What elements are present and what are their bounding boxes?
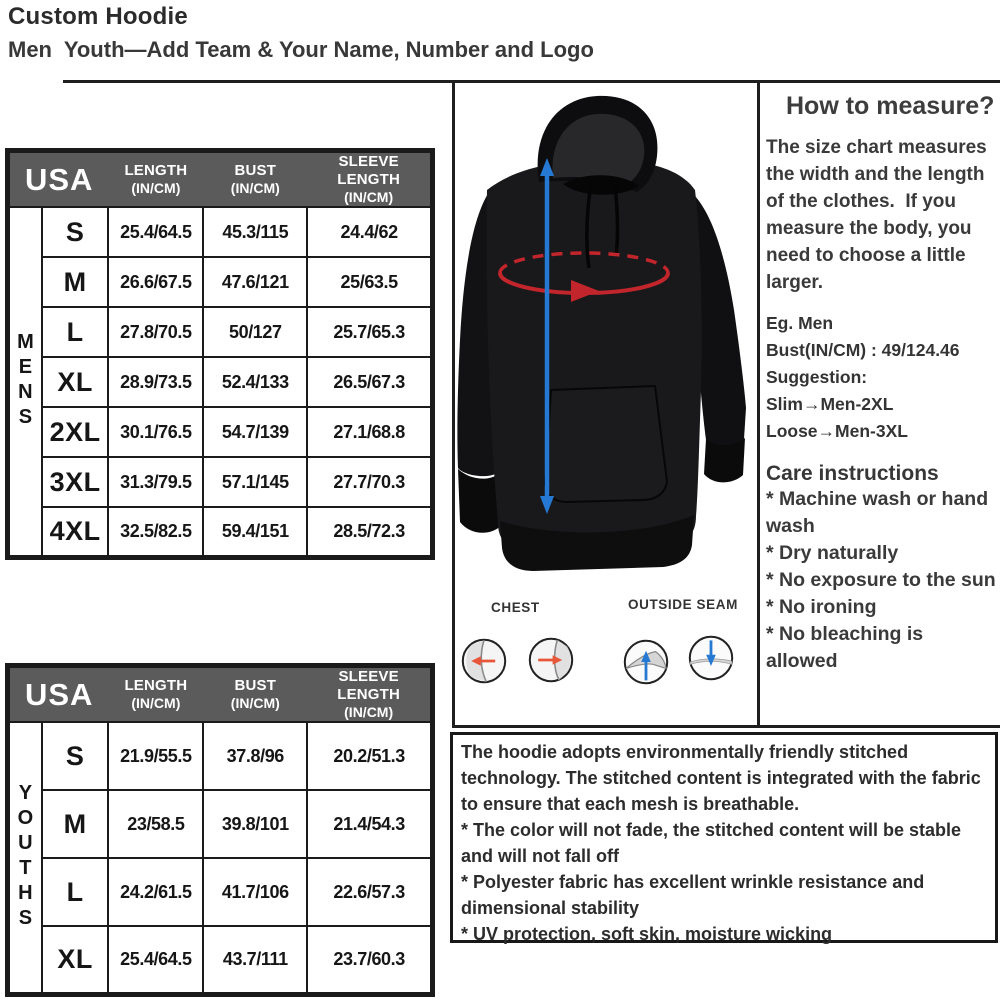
size-cell: S <box>42 207 109 257</box>
bust-cell: 39.8/101 <box>203 790 307 858</box>
youths-bust-header <box>203 666 307 723</box>
length-cell: 25.4/64.5 <box>108 207 203 257</box>
care-item: * No ironing <box>766 596 877 618</box>
care-item: * Machine wash or hand wash <box>766 488 989 537</box>
column-unit: (IN/CM) <box>230 695 280 711</box>
length-cell: 30.1/76.5 <box>108 407 203 457</box>
example-line: Loose→Men-3XL <box>766 421 908 441</box>
mens-size-chart <box>5 148 435 560</box>
sleeve-cell: 26.5/67.3 <box>307 357 432 407</box>
column-label: LENGTH <box>124 677 188 694</box>
table-row <box>8 407 433 457</box>
bottom-section-divider <box>452 725 1000 728</box>
size-cell: XL <box>42 926 109 994</box>
fabric-info-paragraph: The hoodie adopts environmentally friendly stitched technology. The stitched content is integrated with the fabric to ensure that each mesh is breathable. <box>461 742 981 814</box>
bust-cell: 45.3/115 <box>203 207 307 257</box>
sleeve-cell: 27.1/68.8 <box>307 407 432 457</box>
table-row <box>8 926 433 994</box>
column-unit: (IN/CM) <box>344 704 394 720</box>
mens-group-label: MENS <box>14 331 37 432</box>
bust-cell: 57.1/145 <box>203 457 307 507</box>
column-label: BUST <box>234 162 277 179</box>
chest-arrow-right-icon <box>527 636 575 684</box>
table-row <box>8 207 433 257</box>
how-to-measure-panel <box>766 92 997 675</box>
column-label: SLEEVE LENGTH <box>337 668 401 703</box>
length-cell: 21.9/55.5 <box>108 722 203 790</box>
mens-length-header <box>108 151 203 208</box>
fabric-info-box <box>450 732 998 943</box>
fabric-info-paragraph: * The color will not fade, the stitched content will be stable and will not fall off <box>461 820 962 866</box>
right-panel-divider <box>757 80 760 728</box>
length-cell: 32.5/82.5 <box>108 507 203 557</box>
bust-cell: 47.6/121 <box>203 257 307 307</box>
column-label: SLEEVE LENGTH <box>337 153 401 188</box>
care-item: * No bleaching is allowed <box>766 623 924 672</box>
sleeve-cell: 27.7/70.3 <box>307 457 432 507</box>
care-item: * Dry naturally <box>766 542 899 564</box>
size-cell: L <box>42 307 109 357</box>
bust-cell: 43.7/111 <box>203 926 307 994</box>
size-suggestion-block <box>766 310 997 445</box>
sleeve-cell: 28.5/72.3 <box>307 507 432 557</box>
measure-body-text: The size chart measures the width and the length of the clothes. If you measure the body, you need to choose a little larger. <box>766 137 992 293</box>
length-cell: 31.3/79.5 <box>108 457 203 507</box>
column-unit: (IN/CM) <box>131 180 181 196</box>
mens-group-cell <box>8 207 42 557</box>
youths-chart-header-row <box>8 666 433 723</box>
size-cell: M <box>42 257 109 307</box>
length-cell: 27.8/70.5 <box>108 307 203 357</box>
size-cell: M <box>42 790 109 858</box>
column-unit: (IN/CM) <box>131 695 181 711</box>
table-row <box>8 357 433 407</box>
care-item: * No exposure to the sun <box>766 569 996 591</box>
page-title: Custom Hoodie <box>8 3 188 30</box>
sleeve-cell: 25/63.5 <box>307 257 432 307</box>
sleeve-cell: 23.7/60.3 <box>307 926 432 994</box>
length-cell: 24.2/61.5 <box>108 858 203 926</box>
measure-heading: How to measure? <box>786 92 995 120</box>
table-row <box>8 307 433 357</box>
care-instructions-list <box>766 486 997 675</box>
sleeve-cell: 25.7/65.3 <box>307 307 432 357</box>
example-line: Suggestion: <box>766 367 868 387</box>
length-cell: 26.6/67.5 <box>108 257 203 307</box>
mens-sleeve-header <box>307 151 432 208</box>
sleeve-cell: 20.2/51.3 <box>307 722 432 790</box>
top-divider <box>63 80 1000 83</box>
hoodie-illustration <box>455 90 757 590</box>
sleeve-cell: 22.6/57.3 <box>307 858 432 926</box>
youths-group-cell <box>8 722 42 994</box>
bust-cell: 50/127 <box>203 307 307 357</box>
mens-region-header: USA <box>8 151 109 208</box>
bust-cell: 52.4/133 <box>203 357 307 407</box>
mens-chart-header-row <box>8 151 433 208</box>
seam-arrow-up-icon <box>622 638 670 686</box>
column-label: LENGTH <box>124 162 188 179</box>
youths-region-header: USA <box>8 666 109 723</box>
example-line: Slim→Men-2XL <box>766 394 894 414</box>
hoodie-photo <box>455 90 757 590</box>
column-unit: (IN/CM) <box>344 189 394 205</box>
youths-size-chart <box>5 663 435 997</box>
column-unit: (IN/CM) <box>230 180 280 196</box>
length-cell: 25.4/64.5 <box>108 926 203 994</box>
example-line: Bust(IN/CM) : 49/124.46 <box>766 340 960 360</box>
fabric-info-paragraph: * Polyester fabric has excellent wrinkle resistance and dimensional stability <box>461 872 925 918</box>
example-line: Eg. Men <box>766 313 834 333</box>
table-row <box>8 507 433 557</box>
size-cell: 2XL <box>42 407 109 457</box>
bust-cell: 54.7/139 <box>203 407 307 457</box>
mens-bust-header <box>203 151 307 208</box>
table-row <box>8 722 433 790</box>
size-cell: 3XL <box>42 457 109 507</box>
care-instructions-heading: Care instructions <box>766 462 939 485</box>
sleeve-cell: 21.4/54.3 <box>307 790 432 858</box>
bust-cell: 37.8/96 <box>203 722 307 790</box>
page-subtitle: Men Youth—Add Team & Your Name, Number and Logo <box>8 37 594 62</box>
length-cell: 28.9/73.5 <box>108 357 203 407</box>
size-cell: S <box>42 722 109 790</box>
column-label: BUST <box>234 677 277 694</box>
bust-cell: 41.7/106 <box>203 858 307 926</box>
sleeve-cell: 24.4/62 <box>307 207 432 257</box>
bust-cell: 59.4/151 <box>203 507 307 557</box>
length-cell: 23/58.5 <box>108 790 203 858</box>
table-row <box>8 790 433 858</box>
chest-arrow-left-icon <box>460 637 508 685</box>
outside-seam-label: OUTSIDE SEAM <box>628 597 738 612</box>
youths-sleeve-header <box>307 666 432 723</box>
size-cell: XL <box>42 357 109 407</box>
size-cell: L <box>42 858 109 926</box>
seam-arrow-down-icon <box>687 634 735 682</box>
table-row <box>8 257 433 307</box>
chest-label: CHEST <box>491 600 540 615</box>
size-cell: 4XL <box>42 507 109 557</box>
table-row <box>8 457 433 507</box>
youths-group-label: YOUTHS <box>14 782 37 933</box>
fabric-info-paragraph: * UV protection, soft skin, moisture wicking <box>461 924 833 944</box>
youths-length-header <box>108 666 203 723</box>
table-row <box>8 858 433 926</box>
